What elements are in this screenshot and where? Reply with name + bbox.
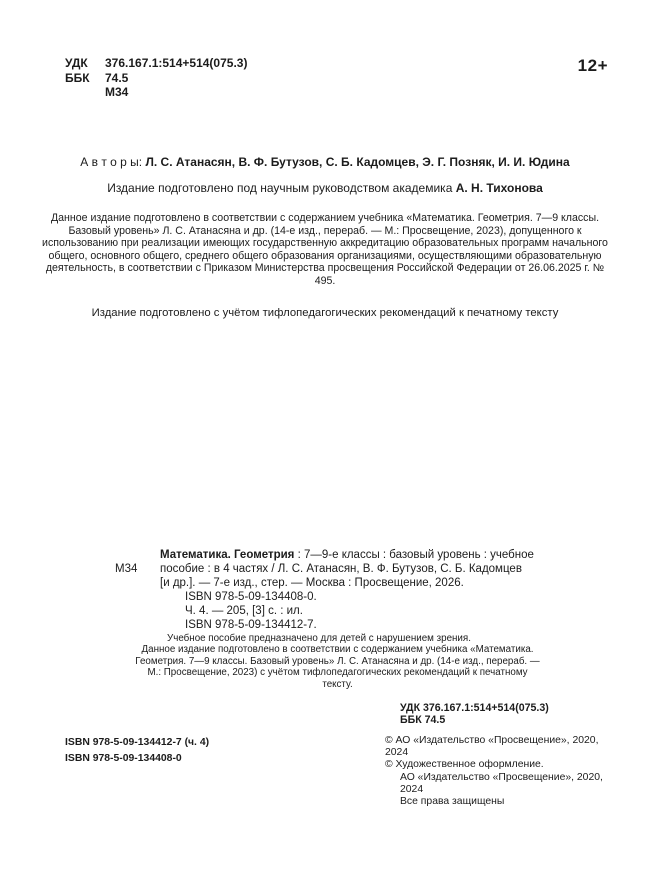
classification-codes <box>65 56 247 100</box>
catalog-note-audience: Учебное пособие предназначено для детей с нарушением зрения. <box>167 633 471 644</box>
copyright-publisher: © АО «Издательство «Просвещение», 2020, 2024 <box>385 735 599 759</box>
udk-label: УДК <box>65 56 88 70</box>
udk-code <box>65 56 247 71</box>
authors-label: А в т о р ы: <box>80 155 146 169</box>
m34-value: М34 <box>105 85 129 99</box>
editor-line <box>0 181 650 195</box>
catalog-notes <box>115 633 570 690</box>
footer-copyrights <box>385 735 610 808</box>
catalog-entry <box>115 548 585 727</box>
authors-line <box>0 155 650 169</box>
catalog-codes-right <box>115 702 585 727</box>
bbk-code <box>65 71 247 86</box>
isbn-part-line: ISBN 978-5-09-134412-7 (ч. 4) <box>65 737 210 748</box>
bbk-label: ББК <box>65 70 90 85</box>
catalog-title: Математика. Геометрия <box>160 549 295 561</box>
copyright-rights-reserved: Все права защищены <box>400 796 505 808</box>
catalog-title-line <box>115 548 585 562</box>
bbk-value: 74.5 <box>105 70 129 85</box>
copyright-art-publisher: АО «Издательство «Просвещение», 2020, 2024 <box>400 771 603 795</box>
tiflo-note: Издание подготовлено с учётом тифлопедагогических рекомендаций к печатному тексту <box>91 307 559 319</box>
catalog-isbn-full: ISBN 978-5-09-134408-0. <box>185 591 317 603</box>
catalog-udk: УДК 376.167.1:514+514(075.3) <box>400 702 549 715</box>
catalog-isbn-part: ISBN 978-5-09-134412-7. <box>185 619 317 631</box>
catalog-title-rest: : 7—9-е классы : базовый уровень : учебное <box>294 549 534 561</box>
catalog-bbk: ББК 74.5 <box>400 714 446 727</box>
editor-name: А. Н. Тихонова <box>455 181 543 195</box>
copyright-art: © Художественное оформление. <box>385 759 544 771</box>
catalog-note-source: Данное издание подготовлено в соответствии с содержанием учебника «Математика. Геометрия. 7—9 классы. Базовый уровень» Л. С. Атанасяна и др. (14-е изд., перераб. — М.: Просвещение, 2023) с учётом тифлопедагогических рекомендаций к печатному тексту. <box>135 644 540 690</box>
udk-value: 376.167.1:514+514(075.3) <box>105 56 248 70</box>
catalog-part-line: Ч. 4. — 205, [3] с. : ил. <box>185 605 303 617</box>
age-rating-badge: 12+ <box>577 56 608 75</box>
isbn-full-line: ISBN 978-5-09-134408-0 <box>65 752 182 764</box>
authors-names: Л. С. Атанасян, В. Ф. Бутузов, С. Б. Кадомцев, Э. Г. Позняк, И. И. Юдина <box>145 155 570 169</box>
author-sign-code <box>65 85 247 100</box>
catalog-line2: пособие : в 4 частях / Л. С. Атанасян, В. Ф. Бутузов, С. Б. Кадомцев <box>160 563 522 575</box>
catalog-line3: [и др.]. — 7-е изд., стер. — Москва : Просвещение, 2026. <box>160 577 464 589</box>
editor-prefix: Издание подготовлено под научным руководством академика <box>107 181 456 195</box>
catalog-m34: М34 <box>115 563 138 575</box>
footer-isbns <box>65 735 209 766</box>
edition-annotation: Данное издание подготовлено в соответствии с содержанием учебника «Математика. Геометрия. 7—9 классы. Базовый уровень» Л. С. Атанасяна и др. (14-е изд., перераб. — М.: Просвещение, 2023), допущенного к использованию при реализации имеющих государственную аккредитацию образовательных программ начального общего, основного общего, среднего общего образования организациями, осуществляющими образовательную деятельность, в соответствии с Приказом Министерства просвещения Российской Федерации от 26.06.2025 г. № 495. <box>42 212 608 287</box>
